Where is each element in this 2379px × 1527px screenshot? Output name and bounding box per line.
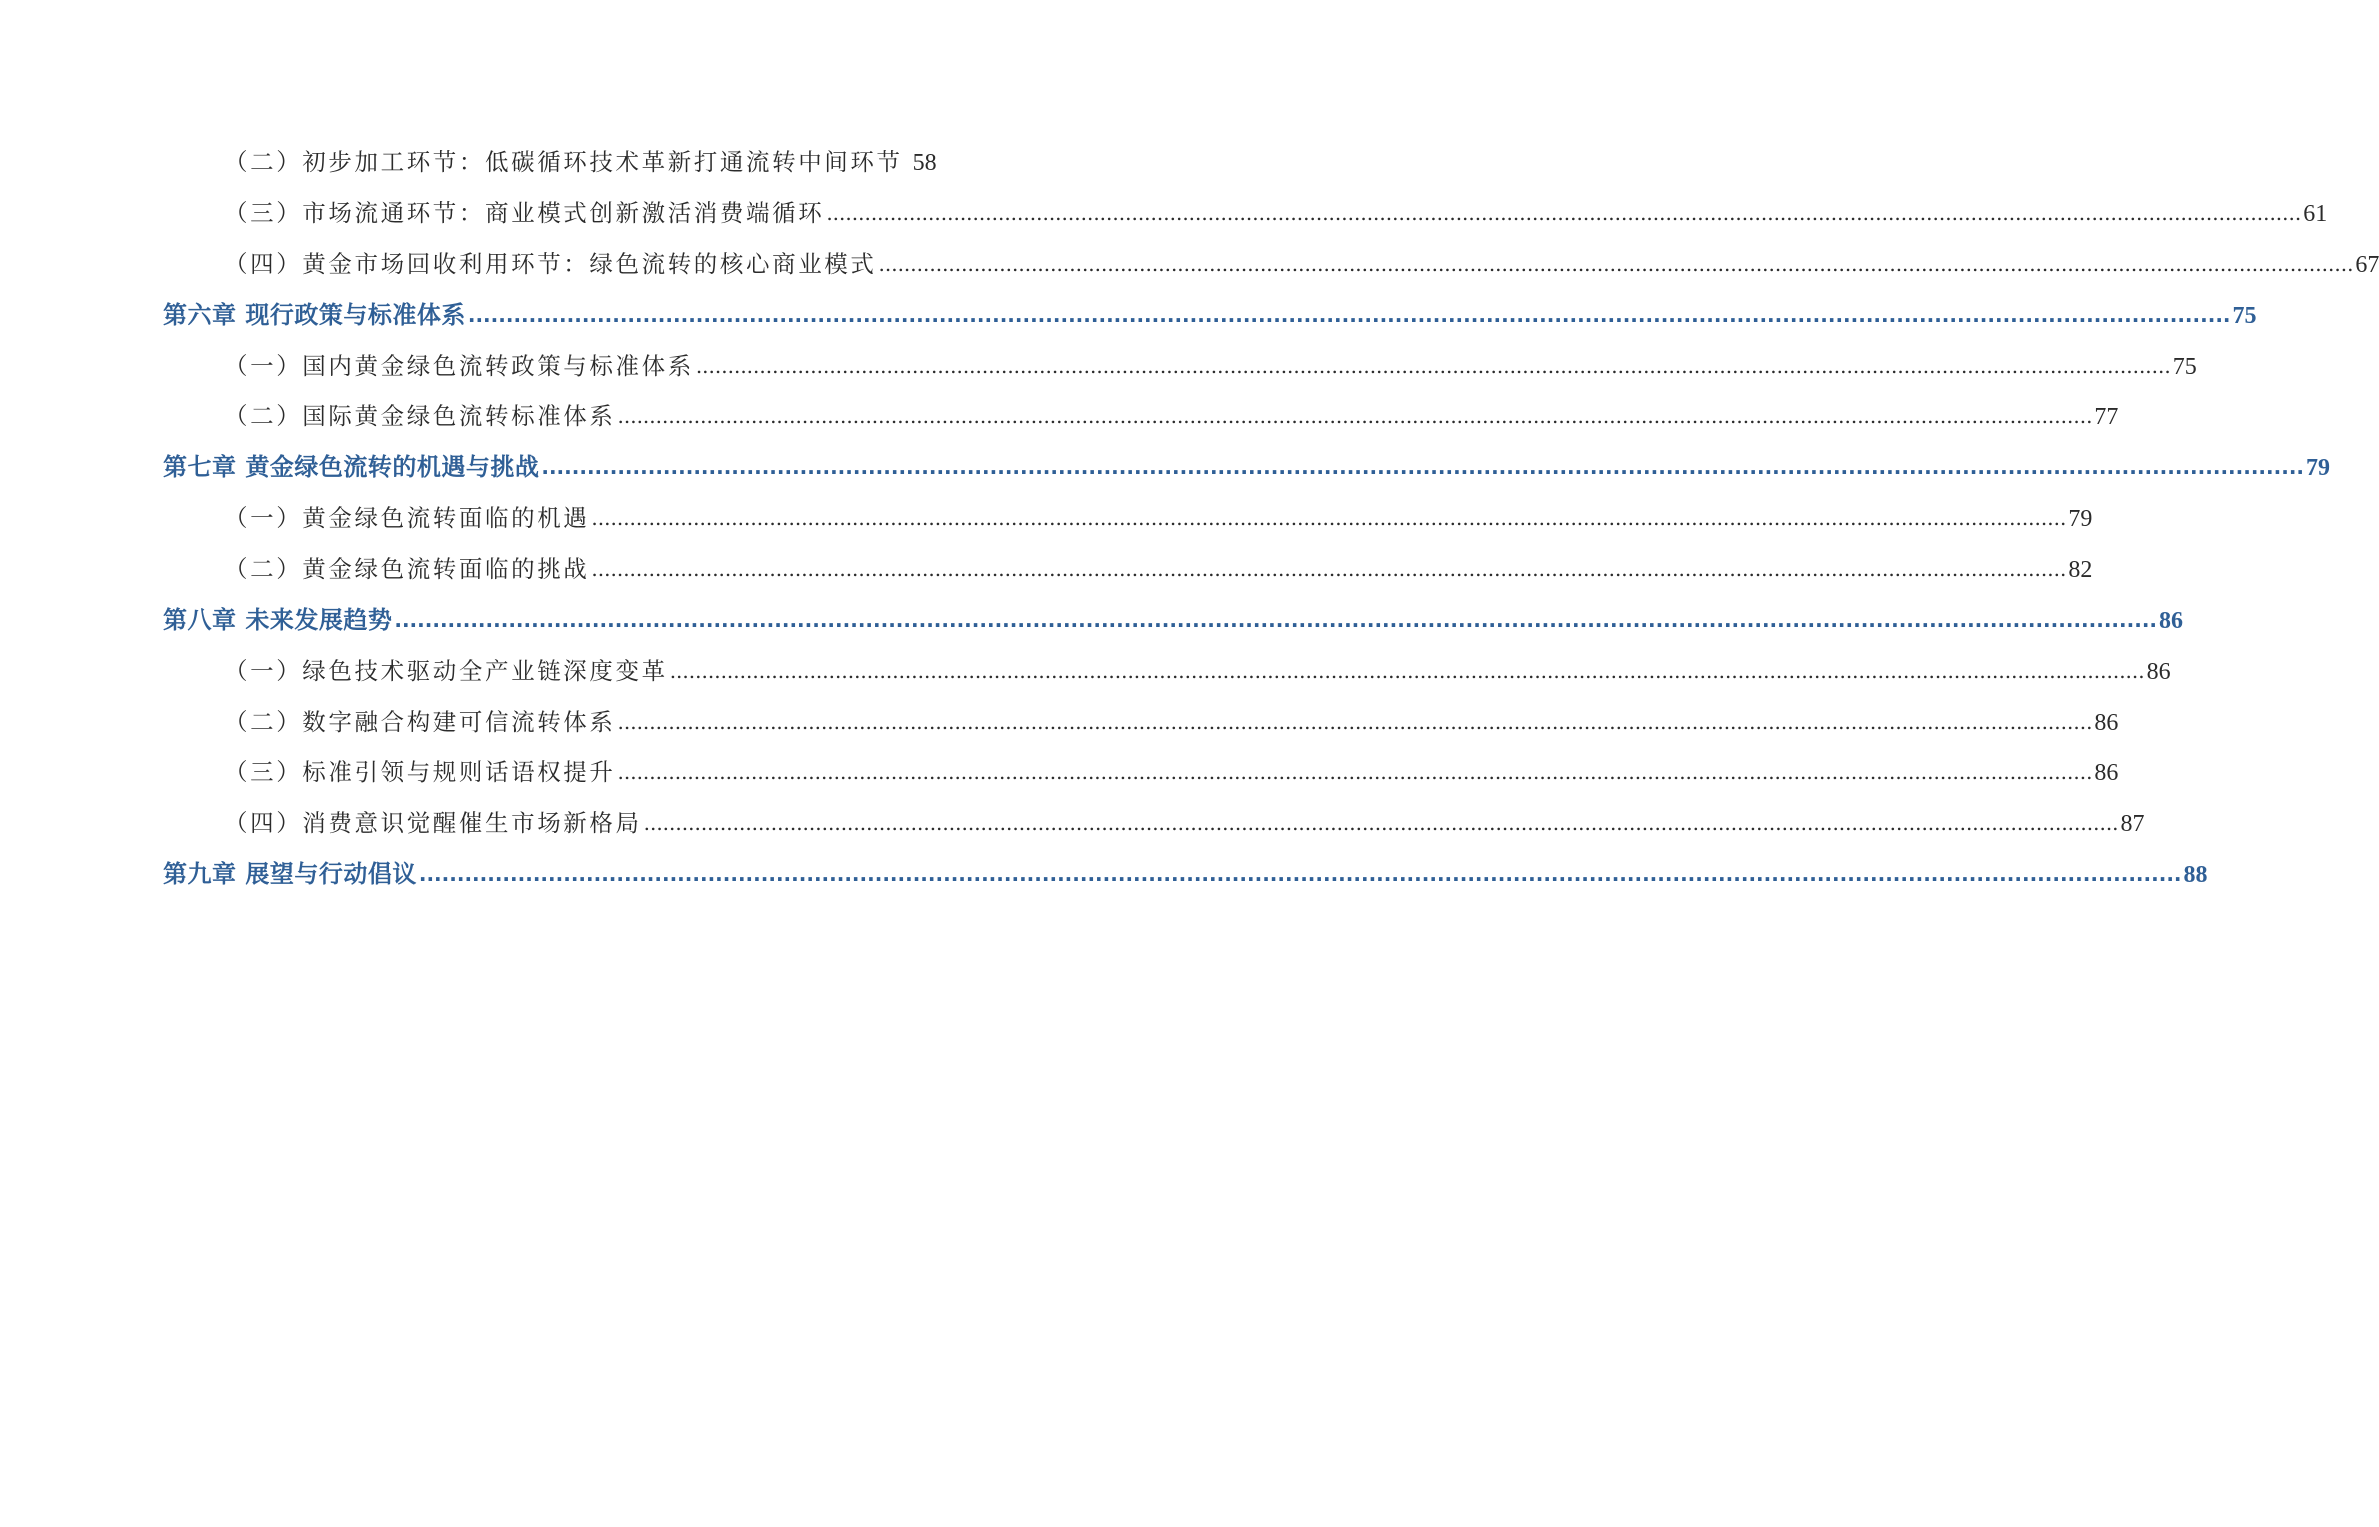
- toc-leader-dots: [696, 341, 2171, 391]
- toc-chapter-label: 第七章 黄金绿色流转的机遇与挑战: [163, 453, 540, 481]
- toc-entry-label: （四）消费意识觉醒催生市场新格局: [224, 809, 642, 837]
- toc-entry-label: （四）黄金市场回收利用环节：绿色流转的核心商业模式: [224, 250, 877, 278]
- toc-entry-page: 75: [2172, 354, 2197, 380]
- toc-leader-dots: [468, 290, 2231, 340]
- toc-leader-dots: [541, 442, 2304, 492]
- toc-entry-page: 86: [2094, 760, 2119, 786]
- toc-leader-dots: [670, 646, 2145, 696]
- toc-chapter-entry[interactable]: [163, 595, 2184, 645]
- toc-entry[interactable]: [224, 544, 2093, 594]
- toc-chapter-label: 第六章 现行政策与标准体系: [163, 301, 466, 329]
- toc-leader-dots: [618, 391, 2093, 441]
- toc-entry-label: （三）标准引领与规则话语权提升: [224, 758, 616, 786]
- toc-chapter-page: 75: [2232, 303, 2257, 329]
- toc-entry-label: （一）黄金绿色流转面临的机遇: [224, 504, 590, 532]
- toc-entry[interactable]: [224, 798, 2145, 848]
- toc-entry-page: 86: [2094, 710, 2119, 736]
- toc-entry-label: （二）数字融合构建可信流转体系: [224, 708, 616, 736]
- toc-chapter-entry[interactable]: [163, 290, 2257, 340]
- toc-entry-label: （一）国内黄金绿色流转政策与标准体系: [224, 352, 694, 380]
- toc-leader-dots: [394, 595, 2157, 645]
- toc-entry-page: 67: [2355, 252, 2379, 278]
- toc-leader-dots: [618, 747, 2093, 797]
- toc-entry-label: （二）初步加工环节：低碳循环技术革新打通流转中间环节: [224, 148, 903, 176]
- toc-entry[interactable]: [224, 646, 2171, 696]
- toc-leader-dots: [644, 798, 2119, 848]
- toc-entry[interactable]: [224, 239, 2379, 289]
- toc-chapter-entry[interactable]: [163, 849, 2208, 899]
- toc-chapter-page: 86: [2159, 608, 2184, 634]
- toc-chapter-label: 第九章 展望与行动倡议: [163, 860, 417, 888]
- toc-entry-page: 61: [2303, 201, 2328, 227]
- toc-entry-page: 86: [2146, 659, 2171, 685]
- toc-entry-label: （二）国际黄金绿色流转标准体系: [224, 402, 616, 430]
- toc-leader-dots: [618, 697, 2093, 747]
- toc-entry-label: （二）黄金绿色流转面临的挑战: [224, 555, 590, 583]
- toc-leader-dots: [879, 239, 2354, 289]
- toc-chapter-page: 79: [2306, 455, 2331, 481]
- toc-entry[interactable]: [224, 188, 2328, 238]
- toc-entry[interactable]: [224, 493, 2093, 543]
- toc-entry[interactable]: [224, 747, 2119, 797]
- toc-entry-page: 58: [912, 150, 937, 176]
- toc-entry[interactable]: [224, 341, 2197, 391]
- toc-entry-label: （三）市场流通环节：商业模式创新激活消费端循环: [224, 199, 825, 227]
- toc-entry-page: 79: [2068, 506, 2093, 532]
- toc-entry-page: 82: [2068, 557, 2093, 583]
- toc-leader-dots: [419, 849, 2182, 899]
- toc-entry-page: 87: [2120, 811, 2145, 837]
- toc-entry-page: 77: [2094, 404, 2119, 430]
- toc-entry-label: （一）绿色技术驱动全产业链深度变革: [224, 657, 668, 685]
- toc-leader-dots: [591, 544, 2066, 594]
- toc-leader-dots: [591, 493, 2066, 543]
- toc-entry[interactable]: [224, 697, 2119, 747]
- toc-leader-dots: [826, 188, 2301, 238]
- toc-chapter-entry[interactable]: [163, 442, 2331, 492]
- toc-entry[interactable]: [224, 137, 937, 187]
- toc-chapter-page: 88: [2183, 862, 2208, 888]
- toc-chapter-label: 第八章 未来发展趋势: [163, 606, 393, 634]
- toc-entry[interactable]: [224, 391, 2119, 441]
